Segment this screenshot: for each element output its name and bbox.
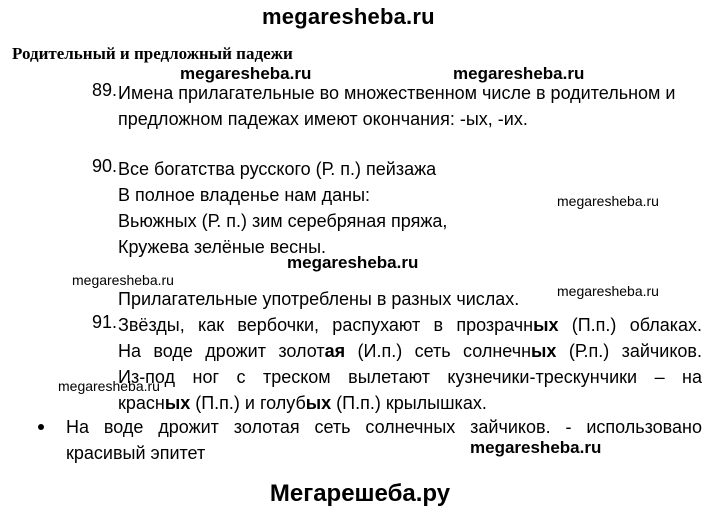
exercise-number: 90. (92, 156, 118, 176)
watermark-top: megaresheba.ru (262, 4, 435, 29)
bullet-line-2: красивый эпитет (66, 443, 206, 463)
bullet-dot (38, 424, 44, 430)
exercise-90-note: Прилагательные употреблены в разных числах. (118, 289, 520, 309)
poem-line: Вьюжных (Р. п.) зим серебряная пряжа, (118, 211, 448, 231)
poem-line: Кружева зелёные весны. (118, 237, 327, 257)
exercise-91-line-2: На воде дрожит золотая (И.п.) сеть солнечных (Р.п.) зайчиков. (118, 341, 702, 361)
watermark: megaresheba.ru (557, 283, 659, 299)
watermark: megaresheba.ru (72, 272, 174, 288)
watermark: megaresheba.ru (453, 64, 585, 83)
exercise-91-line-1: Звёзды, как вербочки, распухают в прозрачных (П.п.) облаках. (118, 315, 702, 335)
watermark: megaresheba.ru (470, 438, 602, 457)
watermark: megaresheba.ru (287, 253, 419, 272)
exercise-91-line-3: Из-под ног с треском вылетают кузнечики-трескунчики – на (118, 367, 702, 387)
poem-line: Все богатства русского (Р. п.) пейзажа (118, 159, 437, 179)
exercise-91-line-4: красных (П.п.) и голубых (П.п.) крылышках. (118, 393, 487, 413)
exercise-89-line-2: предложном падежах имеют окончания: -ых, -их. (118, 109, 528, 129)
exercise-number: 91. (92, 312, 118, 332)
bullet-line-1: На воде дрожит золотая сеть солнечных зайчиков. - использовано (66, 417, 702, 437)
poem-line: В полное владенье нам даны: (118, 185, 371, 205)
footer-site-name: Мегарешеба.ру (269, 480, 451, 507)
exercise-89-line-1: Имена прилагательные во множественном числе в родительном и (118, 83, 676, 103)
watermark: megaresheba.ru (557, 193, 659, 209)
exercise-number: 89. (92, 80, 118, 100)
watermark: megaresheba.ru (58, 378, 160, 394)
section-heading: Родительный и предложный падежи (12, 44, 293, 63)
watermark: megaresheba.ru (180, 64, 312, 83)
